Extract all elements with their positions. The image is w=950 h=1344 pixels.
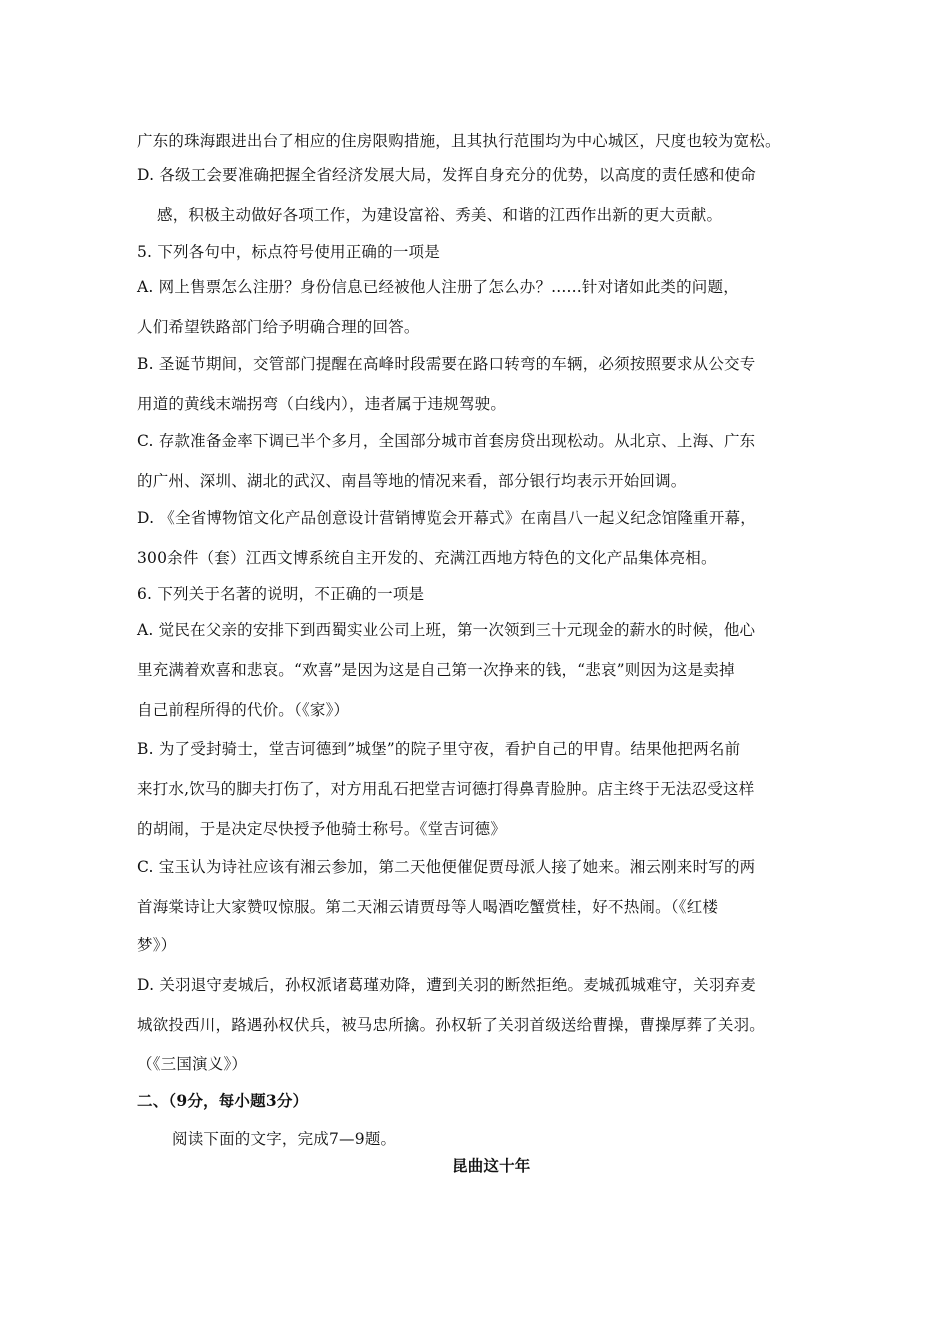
option-d-q6: D. 关羽退守麦城后，孙权派诸葛瑾劝降，遭到关羽的断然拒绝。麦城孤城难守，关羽弃麦	[137, 976, 756, 994]
text-line: 人们希望铁路部门给予明确合理的回答。	[137, 318, 420, 336]
text-line: 用道的黄线末端拐弯（白线内），违者属于违规驾驶。	[137, 395, 507, 413]
text-line: 城欲投西川，路遇孙权伏兵，被马忠所擒。孙权斩了关羽首级送给曹操，曹操厚葬了关羽。	[137, 1016, 766, 1034]
option-d-q4: D. 各级工会要准确把握全省经济发展大局，发挥自身充分的优势，以高度的责任感和使命	[137, 166, 756, 184]
option-c-q6: C. 宝玉认为诗社应该有湘云参加，第二天他便催促贾母派人接了她来。湘云刚来时写的两	[137, 858, 756, 876]
option-c-q5: C. 存款准备金率下调已半个多月，全国部分城市首套房贷出现松动。从北京、上海、广东	[137, 432, 756, 450]
text-line: （《三国演义》）	[137, 1055, 248, 1073]
text-line: 来打水,饮马的脚夫打伤了，对方用乱石把堂吉诃德打得鼻青脸肿。店主终于无法忍受这样	[137, 780, 755, 798]
text-line: 首海棠诗让大家赞叹惊服。第二天湘云请贾母等人喝酒吃蟹赏桂，好不热闹。（《红楼	[137, 898, 719, 916]
text-line: 梦》）	[137, 936, 177, 954]
option-a-q6: A. 觉民在父亲的安排下到西蜀实业公司上班，第一次领到三十元现金的薪水的时候，他心	[137, 621, 756, 639]
text-line: 感，积极主动做好各项工作，为建设富裕、秀美、和谐的江西作出新的更大贡献。	[157, 206, 723, 224]
option-a-q5: A. 网上售票怎么注册？身份信息已经被他人注册了怎么办？......针对诸如此类的问题，	[137, 278, 739, 296]
article-title: 昆曲这十年	[452, 1156, 531, 1175]
text-line: 的胡闹，于是决定尽快授予他骑士称号。《堂吉诃德》	[137, 820, 507, 838]
text-line: 的广州、深圳、湖北的武汉、南昌等地的情况来看，部分银行均表示开始回调。	[137, 472, 687, 490]
text-line: 300余件（套）江西文博系统自主开发的、充满江西地方特色的文化产品集体亮相。	[137, 549, 717, 567]
instruction-text: 阅读下面的文字，完成7—9题。	[172, 1130, 397, 1148]
option-d-q5: D. 《全省博物馆文化产品创意设计营销博览会开幕式》在南昌八一起义纪念馆隆重开幕，	[137, 509, 756, 527]
question-5: 5. 下列各句中，标点符号使用正确的一项是	[137, 243, 440, 261]
text-line: 自己前程所得的代价。（《家》）	[137, 701, 350, 719]
section-heading: 二、（9分，每小题3分）	[137, 1091, 309, 1110]
question-6: 6. 下列关于名著的说明，不正确的一项是	[137, 585, 425, 603]
text-line: 广东的珠海跟进出台了相应的住房限购措施，且其执行范围均为中心城区，尺度也较为宽松。	[137, 132, 781, 150]
option-b-q6: B. 为了受封骑士，堂吉诃德到”城堡”的院子里守夜，看护自己的甲胄。结果他把两名前	[137, 740, 741, 758]
text-line: 里充满着欢喜和悲哀。“欢喜”是因为这是自己第一次挣来的钱，“悲哀”则因为这是卖掉	[137, 661, 735, 679]
option-b-q5: B. 圣诞节期间，交管部门提醒在高峰时段需要在路口转弯的车辆，必须按照要求从公交专	[137, 355, 756, 373]
